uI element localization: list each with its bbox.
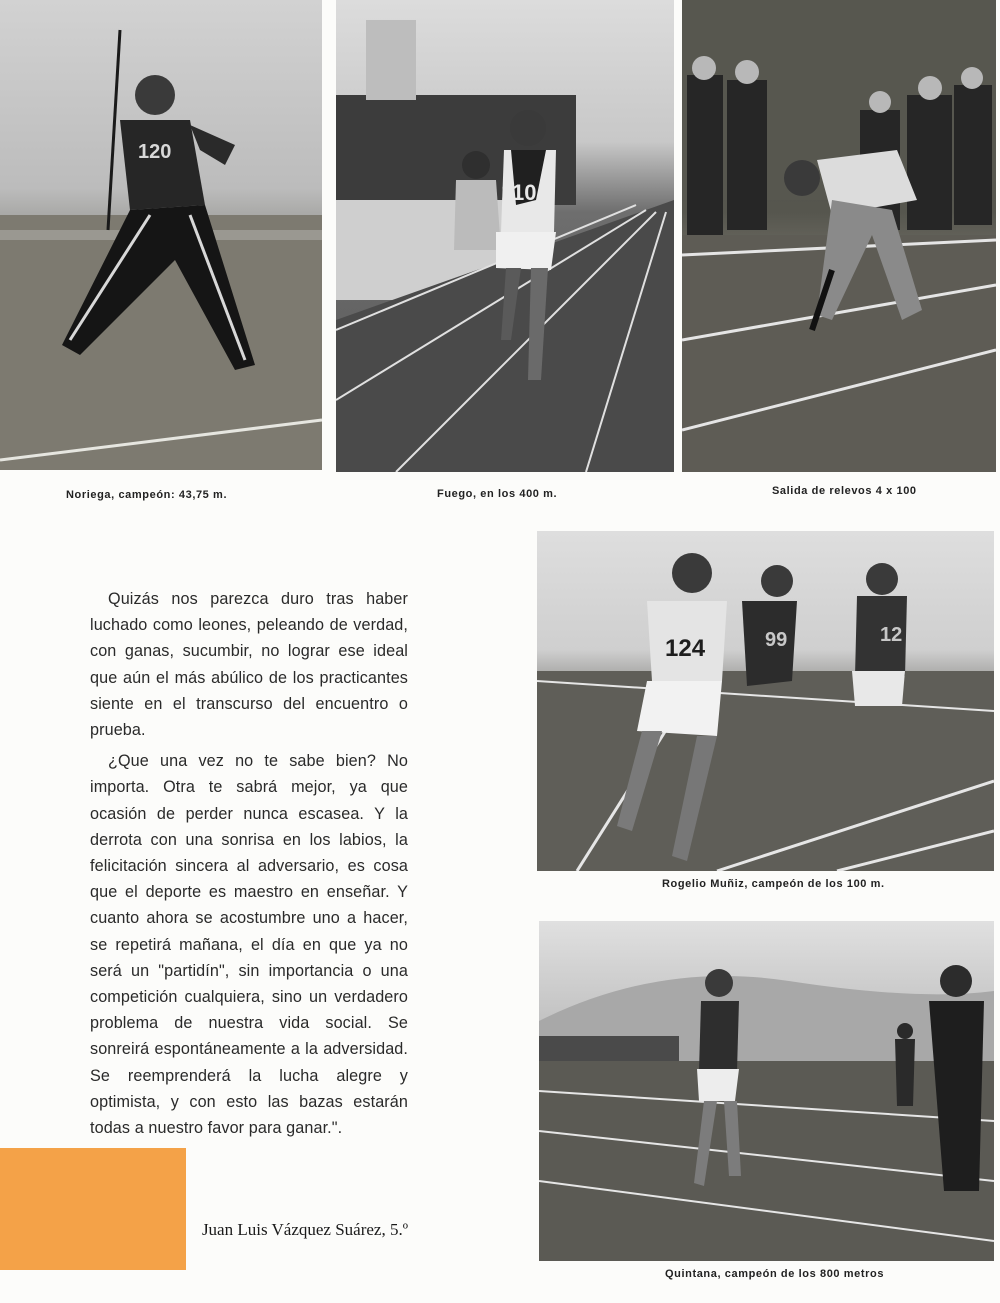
photo-javelin-thrower — [0, 0, 322, 470]
400m-scene — [336, 0, 674, 472]
photo-100m-finish — [537, 531, 994, 871]
article-body — [90, 586, 408, 1146]
author-signature: Juan Luis Vázquez Suárez, 5.º — [201, 1220, 408, 1239]
caption-800m: Quintana, campeón de los 800 metros — [665, 1268, 885, 1280]
relay-scene — [682, 0, 996, 472]
caption-100m: Rogelio Muñiz, campeón de los 100 m. — [662, 878, 885, 890]
photo-800m-finish — [539, 921, 994, 1261]
800m-scene — [539, 921, 994, 1261]
100m-bib-lead: 124 — [665, 635, 706, 662]
caption-400m: Fuego, en los 400 m. — [437, 488, 558, 500]
article-paragraph-1: Quizás nos parezca duro tras haber luchado como leones, peleando de verdad, con ganas, sucumbir, no lograr ese ideal que aún el más abúlico de los practicantes siente en el transcurso del encuentro o prueba. — [90, 590, 408, 740]
caption-javelin: Noriega, campeón: 43,75 m. — [66, 489, 228, 501]
100m-bib-second: 99 — [765, 629, 788, 651]
article-paragraph-2: ¿Que una vez no te sabe bien? No importa. Otra te sabrá mejor, ya que ocasión de perder nunca escasea. Y la derrota con una sonrisa en los labios, la felicitación sincera al adversario, es cosa que el deporte es maestro en enseñar. Y cuanto ahora se acostumbre uno a hacer, se repetirá mañana, el día en que ya no será un "partidín", sin importancia o una competición cualquiera, sino un verdadero problema de nuestra vida social. Se sonreirá espontáneamente a la adversidad. Se reemprenderá la lucha alegre y optimista, y con esto las bazas estarán todas a nuestro favor para ganar.". — [90, 752, 408, 1138]
400m-bib-number: 110 — [501, 180, 537, 205]
100m-scene — [537, 531, 994, 871]
photo-relay-start — [682, 0, 996, 472]
100m-bib-third: 12 — [880, 624, 903, 646]
photo-400m-runner — [336, 0, 674, 472]
javelin-bib-number: 120 — [138, 141, 172, 163]
javelin-scene — [0, 0, 322, 470]
orange-page-marker — [0, 1148, 186, 1270]
caption-relay: Salida de relevos 4 x 100 — [772, 485, 917, 497]
